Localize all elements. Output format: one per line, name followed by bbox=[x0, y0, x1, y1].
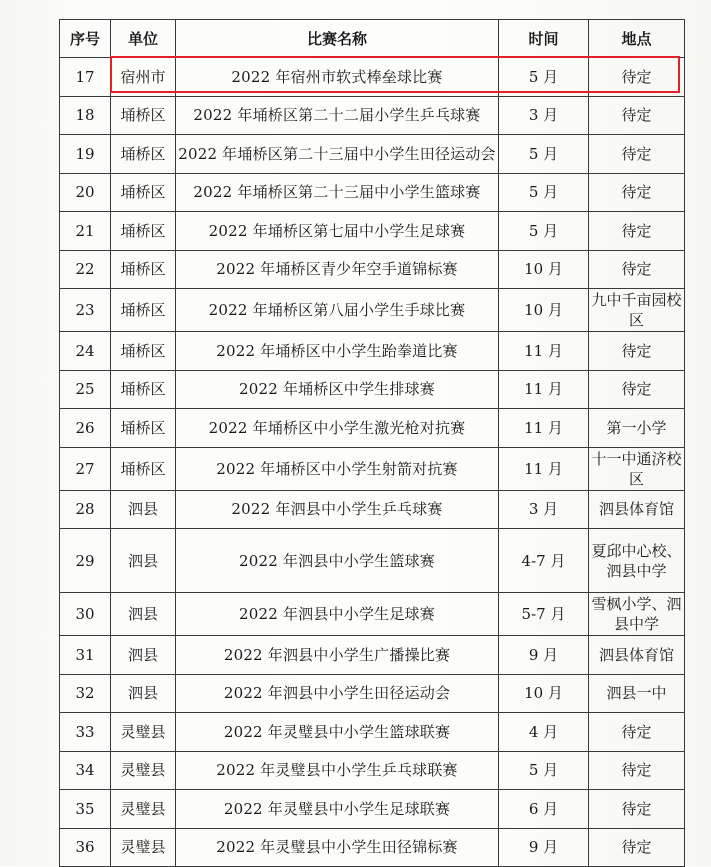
table-row bbox=[60, 593, 685, 636]
table-row bbox=[60, 751, 685, 790]
cell-name: 2022 年埇桥区青少年空手道锦标赛 bbox=[176, 250, 499, 289]
cell-place: 待定 bbox=[589, 212, 685, 251]
cell-name: 2022 年埇桥区中小学生射箭对抗赛 bbox=[176, 447, 499, 490]
cell-name: 2022 年埇桥区中小学生跆拳道比赛 bbox=[176, 332, 499, 371]
cell-no: 19 bbox=[60, 135, 111, 174]
cell-place: 待定 bbox=[589, 135, 685, 174]
cell-place: 待定 bbox=[589, 58, 685, 97]
cell-no: 27 bbox=[60, 447, 111, 490]
cell-time: 11 月 bbox=[499, 447, 589, 490]
cell-name: 2022 年灵璧县中小学生篮球联赛 bbox=[176, 713, 499, 752]
header-name: 比赛名称 bbox=[176, 20, 499, 58]
cell-place: 泗县一中 bbox=[589, 674, 685, 713]
cell-name: 2022 年泗县中小学生篮球赛 bbox=[176, 529, 499, 593]
cell-place: 待定 bbox=[589, 751, 685, 790]
cell-time: 4 月 bbox=[499, 713, 589, 752]
cell-place: 九中千亩园校区 bbox=[589, 289, 685, 332]
cell-place: 待定 bbox=[589, 96, 685, 135]
cell-time: 3 月 bbox=[499, 96, 589, 135]
cell-no: 35 bbox=[60, 790, 111, 829]
cell-unit: 埇桥区 bbox=[111, 173, 176, 212]
cell-time: 9 月 bbox=[499, 636, 589, 675]
cell-no: 28 bbox=[60, 490, 111, 529]
cell-unit: 灵璧县 bbox=[111, 790, 176, 829]
cell-name: 2022 年泗县中小学生广播操比赛 bbox=[176, 636, 499, 675]
cell-place: 待定 bbox=[589, 332, 685, 371]
cell-time: 10 月 bbox=[499, 250, 589, 289]
header-place: 地点 bbox=[589, 20, 685, 58]
cell-place: 泗县体育馆 bbox=[589, 490, 685, 529]
cell-name: 2022 年埇桥区第八届小学生手球比赛 bbox=[176, 289, 499, 332]
cell-name: 2022 年泗县中小学生田径运动会 bbox=[176, 674, 499, 713]
cell-no: 34 bbox=[60, 751, 111, 790]
cell-time: 4-7 月 bbox=[499, 529, 589, 593]
table-row bbox=[60, 96, 685, 135]
cell-no: 17 bbox=[60, 58, 111, 97]
cell-name: 2022 年灵璧县中小学生乒乓球联赛 bbox=[176, 751, 499, 790]
cell-name: 2022 年泗县中小学生足球赛 bbox=[176, 593, 499, 636]
table-row bbox=[60, 370, 685, 409]
cell-name: 2022 年宿州市软式棒垒球比赛 bbox=[176, 58, 499, 97]
table-row bbox=[60, 790, 685, 829]
table-row bbox=[60, 250, 685, 289]
cell-place: 待定 bbox=[589, 370, 685, 409]
cell-place: 夏邱中心校、泗县中学 bbox=[589, 529, 685, 593]
cell-no: 33 bbox=[60, 713, 111, 752]
cell-name: 2022 年泗县中小学生乒乓球赛 bbox=[176, 490, 499, 529]
cell-place: 第一小学 bbox=[589, 409, 685, 448]
cell-unit: 泗县 bbox=[111, 636, 176, 675]
cell-time: 3 月 bbox=[499, 490, 589, 529]
cell-place: 十一中通济校区 bbox=[589, 447, 685, 490]
cell-time: 5 月 bbox=[499, 173, 589, 212]
cell-unit: 埇桥区 bbox=[111, 250, 176, 289]
cell-name: 2022 年埇桥区第七届中小学生足球赛 bbox=[176, 212, 499, 251]
cell-unit: 埇桥区 bbox=[111, 447, 176, 490]
cell-name: 2022 年埇桥区第二十三届中小学生田径运动会 bbox=[176, 135, 499, 174]
cell-time: 10 月 bbox=[499, 289, 589, 332]
cell-time: 11 月 bbox=[499, 409, 589, 448]
table-row bbox=[60, 409, 685, 448]
cell-name: 2022 年埇桥区第二十二届小学生乒乓球赛 bbox=[176, 96, 499, 135]
table-row bbox=[60, 713, 685, 752]
cell-time: 6 月 bbox=[499, 790, 589, 829]
cell-unit: 埇桥区 bbox=[111, 212, 176, 251]
cell-no: 25 bbox=[60, 370, 111, 409]
cell-no: 20 bbox=[60, 173, 111, 212]
cell-unit: 灵璧县 bbox=[111, 828, 176, 867]
cell-no: 31 bbox=[60, 636, 111, 675]
cell-no: 22 bbox=[60, 250, 111, 289]
cell-name: 2022 年埇桥区第二十三届中小学生篮球赛 bbox=[176, 173, 499, 212]
cell-name: 2022 年埇桥区中学生排球赛 bbox=[176, 370, 499, 409]
table-row bbox=[60, 332, 685, 371]
cell-time: 5 月 bbox=[499, 212, 589, 251]
table-row bbox=[60, 212, 685, 251]
cell-no: 24 bbox=[60, 332, 111, 371]
cell-name: 2022 年灵璧县中小学生足球联赛 bbox=[176, 790, 499, 829]
cell-unit: 泗县 bbox=[111, 529, 176, 593]
cell-no: 36 bbox=[60, 828, 111, 867]
cell-place: 待定 bbox=[589, 790, 685, 829]
cell-place: 待定 bbox=[589, 713, 685, 752]
cell-no: 30 bbox=[60, 593, 111, 636]
cell-time: 5 月 bbox=[499, 58, 589, 97]
cell-unit: 埇桥区 bbox=[111, 370, 176, 409]
cell-unit: 泗县 bbox=[111, 593, 176, 636]
cell-no: 32 bbox=[60, 674, 111, 713]
table-row bbox=[60, 135, 685, 174]
cell-no: 23 bbox=[60, 289, 111, 332]
cell-place: 泗县体育馆 bbox=[589, 636, 685, 675]
table-header-row bbox=[60, 20, 685, 58]
cell-unit: 埇桥区 bbox=[111, 96, 176, 135]
cell-unit: 灵璧县 bbox=[111, 751, 176, 790]
cell-place: 雪枫小学、泗县中学 bbox=[589, 593, 685, 636]
cell-unit: 埇桥区 bbox=[111, 409, 176, 448]
header-no: 序号 bbox=[60, 20, 111, 58]
cell-no: 18 bbox=[60, 96, 111, 135]
cell-time: 5-7 月 bbox=[499, 593, 589, 636]
cell-time: 5 月 bbox=[499, 751, 589, 790]
cell-no: 26 bbox=[60, 409, 111, 448]
cell-time: 9 月 bbox=[499, 828, 589, 867]
cell-name: 2022 年埇桥区中小学生激光枪对抗赛 bbox=[176, 409, 499, 448]
cell-no: 21 bbox=[60, 212, 111, 251]
cell-unit: 埇桥区 bbox=[111, 332, 176, 371]
header-unit: 单位 bbox=[111, 20, 176, 58]
table-row bbox=[60, 173, 685, 212]
cell-unit: 泗县 bbox=[111, 490, 176, 529]
cell-time: 5 月 bbox=[499, 135, 589, 174]
cell-time: 10 月 bbox=[499, 674, 589, 713]
header-time: 时间 bbox=[499, 20, 589, 58]
cell-place: 待定 bbox=[589, 250, 685, 289]
cell-unit: 埇桥区 bbox=[111, 135, 176, 174]
cell-time: 11 月 bbox=[499, 332, 589, 371]
cell-unit: 埇桥区 bbox=[111, 289, 176, 332]
table-row bbox=[60, 529, 685, 593]
cell-place: 待定 bbox=[589, 173, 685, 212]
table-row bbox=[60, 58, 685, 97]
cell-unit: 宿州市 bbox=[111, 58, 176, 97]
cell-unit: 灵璧县 bbox=[111, 713, 176, 752]
competition-schedule-table bbox=[59, 19, 685, 867]
cell-place: 待定 bbox=[589, 828, 685, 867]
table-row bbox=[60, 828, 685, 867]
cell-name: 2022 年灵璧县中小学生田径锦标赛 bbox=[176, 828, 499, 867]
cell-unit: 泗县 bbox=[111, 674, 176, 713]
cell-time: 11 月 bbox=[499, 370, 589, 409]
cell-no: 29 bbox=[60, 529, 111, 593]
table-row bbox=[60, 490, 685, 529]
table-row bbox=[60, 636, 685, 675]
table-row bbox=[60, 674, 685, 713]
table-row bbox=[60, 447, 685, 490]
table-row bbox=[60, 289, 685, 332]
